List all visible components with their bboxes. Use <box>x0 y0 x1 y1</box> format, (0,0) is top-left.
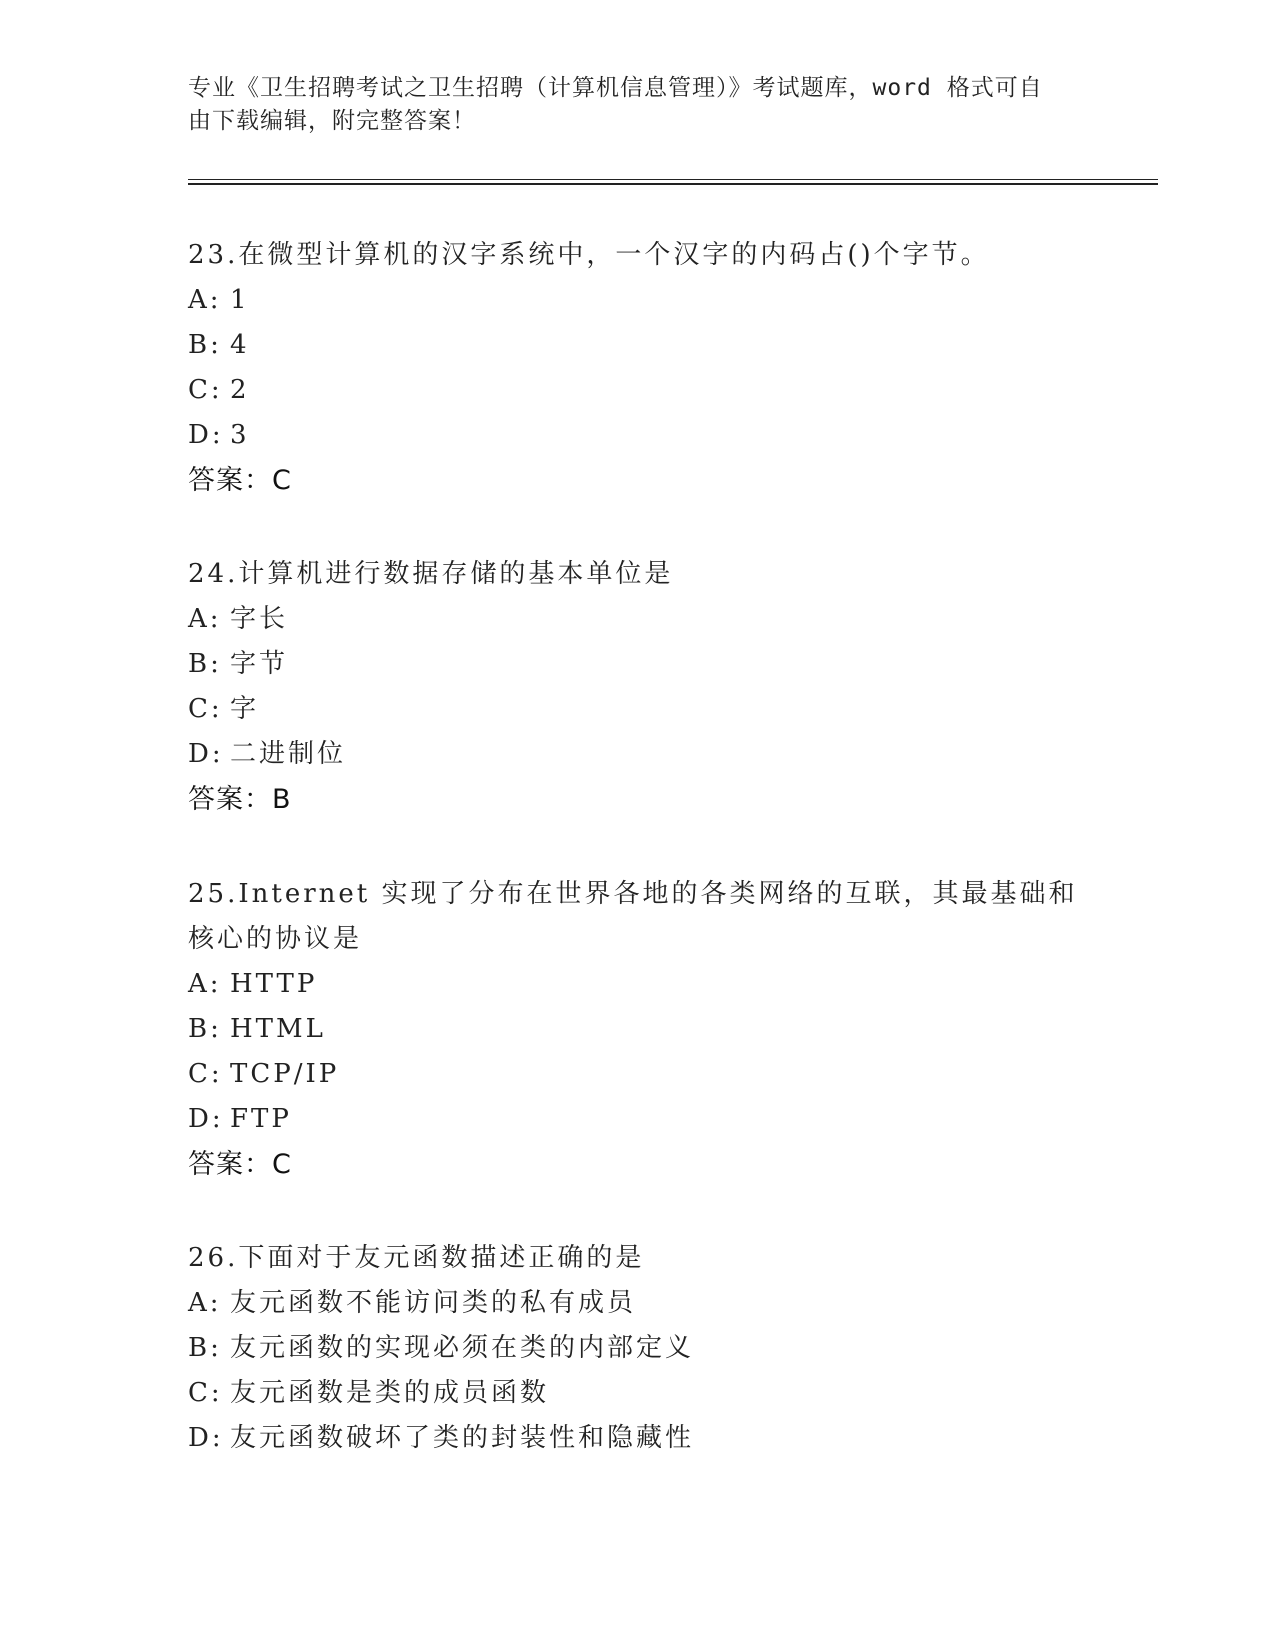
question-stem: 26.下面对于友元函数描述正确的是 <box>188 1243 645 1273</box>
option-b <box>188 642 1088 687</box>
option-b <box>188 323 1088 368</box>
option-text: 友元函数不能访问类的私有成员 <box>230 1288 637 1318</box>
question-23 <box>188 233 1088 503</box>
option-text: HTTP <box>230 969 318 999</box>
option-text: 4 <box>230 330 250 360</box>
option-text: 友元函数破坏了类的封装性和隐藏性 <box>230 1423 695 1453</box>
option-text: HTML <box>230 1014 326 1044</box>
answer-line: 答案：C <box>188 1149 292 1180</box>
option-text: 字节 <box>230 649 289 679</box>
option-text: 2 <box>230 375 250 405</box>
question-24 <box>188 552 1088 822</box>
option-d <box>188 1097 1088 1142</box>
option-key: B: <box>188 1333 222 1363</box>
question-stem: 25.Internet 实现了分布在世界各地的各类网络的互联，其最基础和核心的协议是 <box>188 879 1078 954</box>
option-a <box>188 1281 1088 1326</box>
option-key: A: <box>188 969 222 999</box>
option-text: 友元函数的实现必须在类的内部定义 <box>230 1333 695 1363</box>
option-d <box>188 732 1088 777</box>
option-key: A: <box>188 604 222 634</box>
option-text: 字 <box>230 694 260 724</box>
option-c <box>188 1371 1088 1416</box>
option-key: C: <box>188 375 223 405</box>
question-stem: 24.计算机进行数据存储的基本单位是 <box>188 559 674 589</box>
option-key: A: <box>188 1288 222 1318</box>
option-key: C: <box>188 1059 223 1089</box>
header-divider-bottom <box>188 183 1158 185</box>
answer-line: 答案：B <box>188 784 292 815</box>
question-26 <box>188 1236 1088 1461</box>
option-b <box>188 1007 1088 1052</box>
option-c <box>188 1052 1088 1097</box>
option-key: C: <box>188 1378 223 1408</box>
option-key: D: <box>188 1104 224 1134</box>
question-25 <box>188 872 1088 1187</box>
option-key: B: <box>188 330 222 360</box>
option-d <box>188 1416 1088 1461</box>
option-d <box>188 413 1088 458</box>
option-key: A: <box>188 285 222 315</box>
option-text: 字长 <box>230 604 289 634</box>
document-header <box>188 72 1068 138</box>
option-a <box>188 597 1088 642</box>
option-key: D: <box>188 420 224 450</box>
option-text: TCP/IP <box>230 1059 340 1089</box>
question-stem: 23.在微型计算机的汉字系统中，一个汉字的内码占()个字节。 <box>188 240 990 270</box>
option-text: 友元函数是类的成员函数 <box>230 1378 550 1408</box>
option-b <box>188 1326 1088 1371</box>
header-line-1: 专业《卫生招聘考试之卫生招聘（计算机信息管理）》考试题库，word 格式可自 <box>188 75 1043 101</box>
option-a <box>188 962 1088 1007</box>
option-key: D: <box>188 1423 224 1453</box>
header-divider-top <box>188 179 1158 180</box>
option-key: B: <box>188 1014 222 1044</box>
option-c <box>188 368 1088 413</box>
option-text: 二进制位 <box>230 739 347 769</box>
answer-line: 答案：C <box>188 465 292 496</box>
header-line-2: 由下载编辑，附完整答案！ <box>188 108 476 134</box>
option-key: D: <box>188 739 224 769</box>
option-text: FTP <box>230 1104 292 1134</box>
option-text: 3 <box>230 420 250 450</box>
option-c <box>188 687 1088 732</box>
option-key: C: <box>188 694 223 724</box>
option-text: 1 <box>230 285 250 315</box>
option-key: B: <box>188 649 222 679</box>
option-a <box>188 278 1088 323</box>
